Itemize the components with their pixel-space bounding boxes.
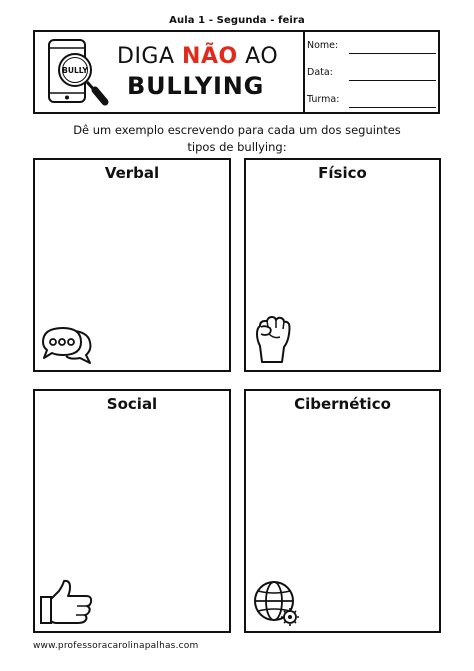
instructions-line-1: Dê um exemplo escrevendo para cada um dos seguintes xyxy=(73,123,401,137)
date-line[interactable] xyxy=(349,80,436,81)
title-part-1: DIGA xyxy=(117,44,183,69)
name-line[interactable] xyxy=(349,53,436,54)
card-social[interactable] xyxy=(33,389,231,633)
card-cibernetico[interactable] xyxy=(244,389,441,633)
footer-website[interactable]: www.professoracarolinapalhas.com xyxy=(33,641,199,651)
class-line[interactable] xyxy=(349,107,436,108)
speech-bubbles-icon xyxy=(40,322,96,368)
fist-icon xyxy=(252,312,294,368)
instructions-line-2: tipos de bullying: xyxy=(187,140,287,154)
name-label: Nome: xyxy=(307,40,339,51)
card-title-social: Social xyxy=(106,395,158,413)
title-line-2: BULLYING xyxy=(127,72,265,100)
date-label: Data: xyxy=(307,67,333,78)
card-verbal[interactable] xyxy=(33,158,231,372)
logo-text: BULLY xyxy=(62,66,88,75)
header-divider xyxy=(303,32,305,112)
date-field[interactable] xyxy=(307,67,438,83)
title-line-1 xyxy=(117,44,278,69)
class-info: Aula 1 - Segunda - feira xyxy=(169,15,305,26)
student-fields xyxy=(307,32,438,112)
title-accent: NÃO xyxy=(182,44,238,69)
class-field[interactable] xyxy=(307,94,438,110)
thumbs-up-icon xyxy=(39,579,95,625)
card-fisico[interactable] xyxy=(244,158,441,372)
title-part-2: AO xyxy=(237,44,279,69)
class-label: Turma: xyxy=(307,94,340,105)
card-title-cibernetico: Cibernético xyxy=(294,395,391,413)
globe-icon xyxy=(252,579,302,629)
card-title-fisico: Físico xyxy=(318,164,367,182)
header-box xyxy=(33,30,440,114)
name-field[interactable] xyxy=(307,40,438,56)
phone-magnifier-logo-icon xyxy=(43,37,113,109)
card-title-verbal: Verbal xyxy=(104,164,160,182)
instructions xyxy=(60,122,414,156)
